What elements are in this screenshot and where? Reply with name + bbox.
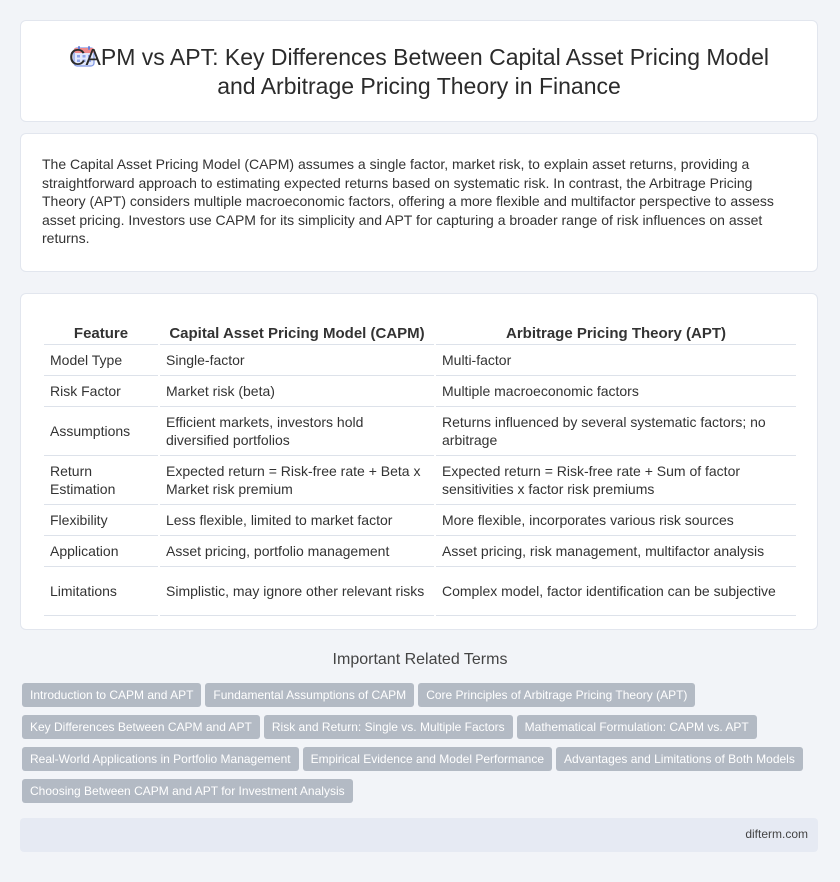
row-feature: Application [44,536,158,567]
row-capm: Asset pricing, portfolio management [160,536,434,567]
related-tag[interactable]: Choosing Between CAPM and APT for Investment Analysis [22,779,353,803]
row-capm: Single-factor [160,345,434,376]
row-apt: Expected return = Risk-free rate + Sum of factor sensitivities x factor risk premiums [436,456,796,505]
table-row [44,407,796,456]
row-capm: Simplistic, may ignore other relevant risks [160,567,434,616]
header-capm: Capital Asset Pricing Model (CAPM) [160,315,434,345]
header-feature: Feature [44,315,158,345]
row-feature: Return Estimation [44,456,158,505]
related-tag[interactable]: Introduction to CAPM and APT [22,683,201,707]
related-tag[interactable]: Mathematical Formulation: CAPM vs. APT [517,715,757,739]
table-row [44,345,796,376]
row-feature: Model Type [44,345,158,376]
comparison-table [42,315,798,616]
intro-paragraph: The Capital Asset Pricing Model (CAPM) assumes a single factor, market risk, to explain asset returns, providing a straightforward approach to estimating expected returns based on systematic risk. In contrast, the Arbitrage Pricing Theory (APT) considers multiple macroeconomic factors, offering a more flexible and multifactor perspective to assess asset pricing. Investors use CAPM for its simplicity and APT for capturing a broader range of risk influences on asset returns. [42,156,774,246]
row-feature: Limitations [44,567,158,616]
related-tag[interactable]: Advantages and Limitations of Both Models [556,747,803,771]
related-terms-tags [22,683,822,811]
row-apt: Returns influenced by several systematic factors; no arbitrage [436,407,796,456]
row-apt: More flexible, incorporates various risk sources [436,505,796,536]
header-card [20,20,818,122]
table-row [44,567,796,616]
footer-bar [20,818,818,852]
related-tag[interactable]: Core Principles of Arbitrage Pricing Theory (APT) [418,683,695,707]
row-capm: Efficient markets, investors hold diversified portfolios [160,407,434,456]
table-header-row [44,315,796,345]
row-apt: Multi-factor [436,345,796,376]
related-tag[interactable]: Empirical Evidence and Model Performance [303,747,552,771]
row-capm: Expected return = Risk-free rate + Beta x Market risk premium [160,456,434,505]
row-capm: Market risk (beta) [160,376,434,407]
header-apt: Arbitrage Pricing Theory (APT) [436,315,796,345]
table-row [44,376,796,407]
row-apt: Asset pricing, risk management, multifactor analysis [436,536,796,567]
table-row [44,536,796,567]
row-feature: Assumptions [44,407,158,456]
related-tag[interactable]: Key Differences Between CAPM and APT [22,715,260,739]
intro-card [20,133,818,272]
table-row [44,456,796,505]
related-terms-heading: Important Related Terms [332,651,508,668]
row-capm: Less flexible, limited to market factor [160,505,434,536]
row-feature: Flexibility [44,505,158,536]
table-row [44,505,796,536]
row-apt: Complex model, factor identification can be subjective [436,567,796,616]
page-title: CAPM vs APT: Key Differences Between Capital Asset Pricing Model and Arbitrage Pricing Theory in Finance [68,44,770,99]
related-tag[interactable]: Real-World Applications in Portfolio Management [22,747,299,771]
row-feature: Risk Factor [44,376,158,407]
footer-site-name[interactable]: difterm.com [745,827,808,841]
related-tag[interactable]: Risk and Return: Single vs. Multiple Factors [264,715,513,739]
related-tag[interactable]: Fundamental Assumptions of CAPM [205,683,414,707]
comparison-card [20,293,818,630]
row-apt: Multiple macroeconomic factors [436,376,796,407]
